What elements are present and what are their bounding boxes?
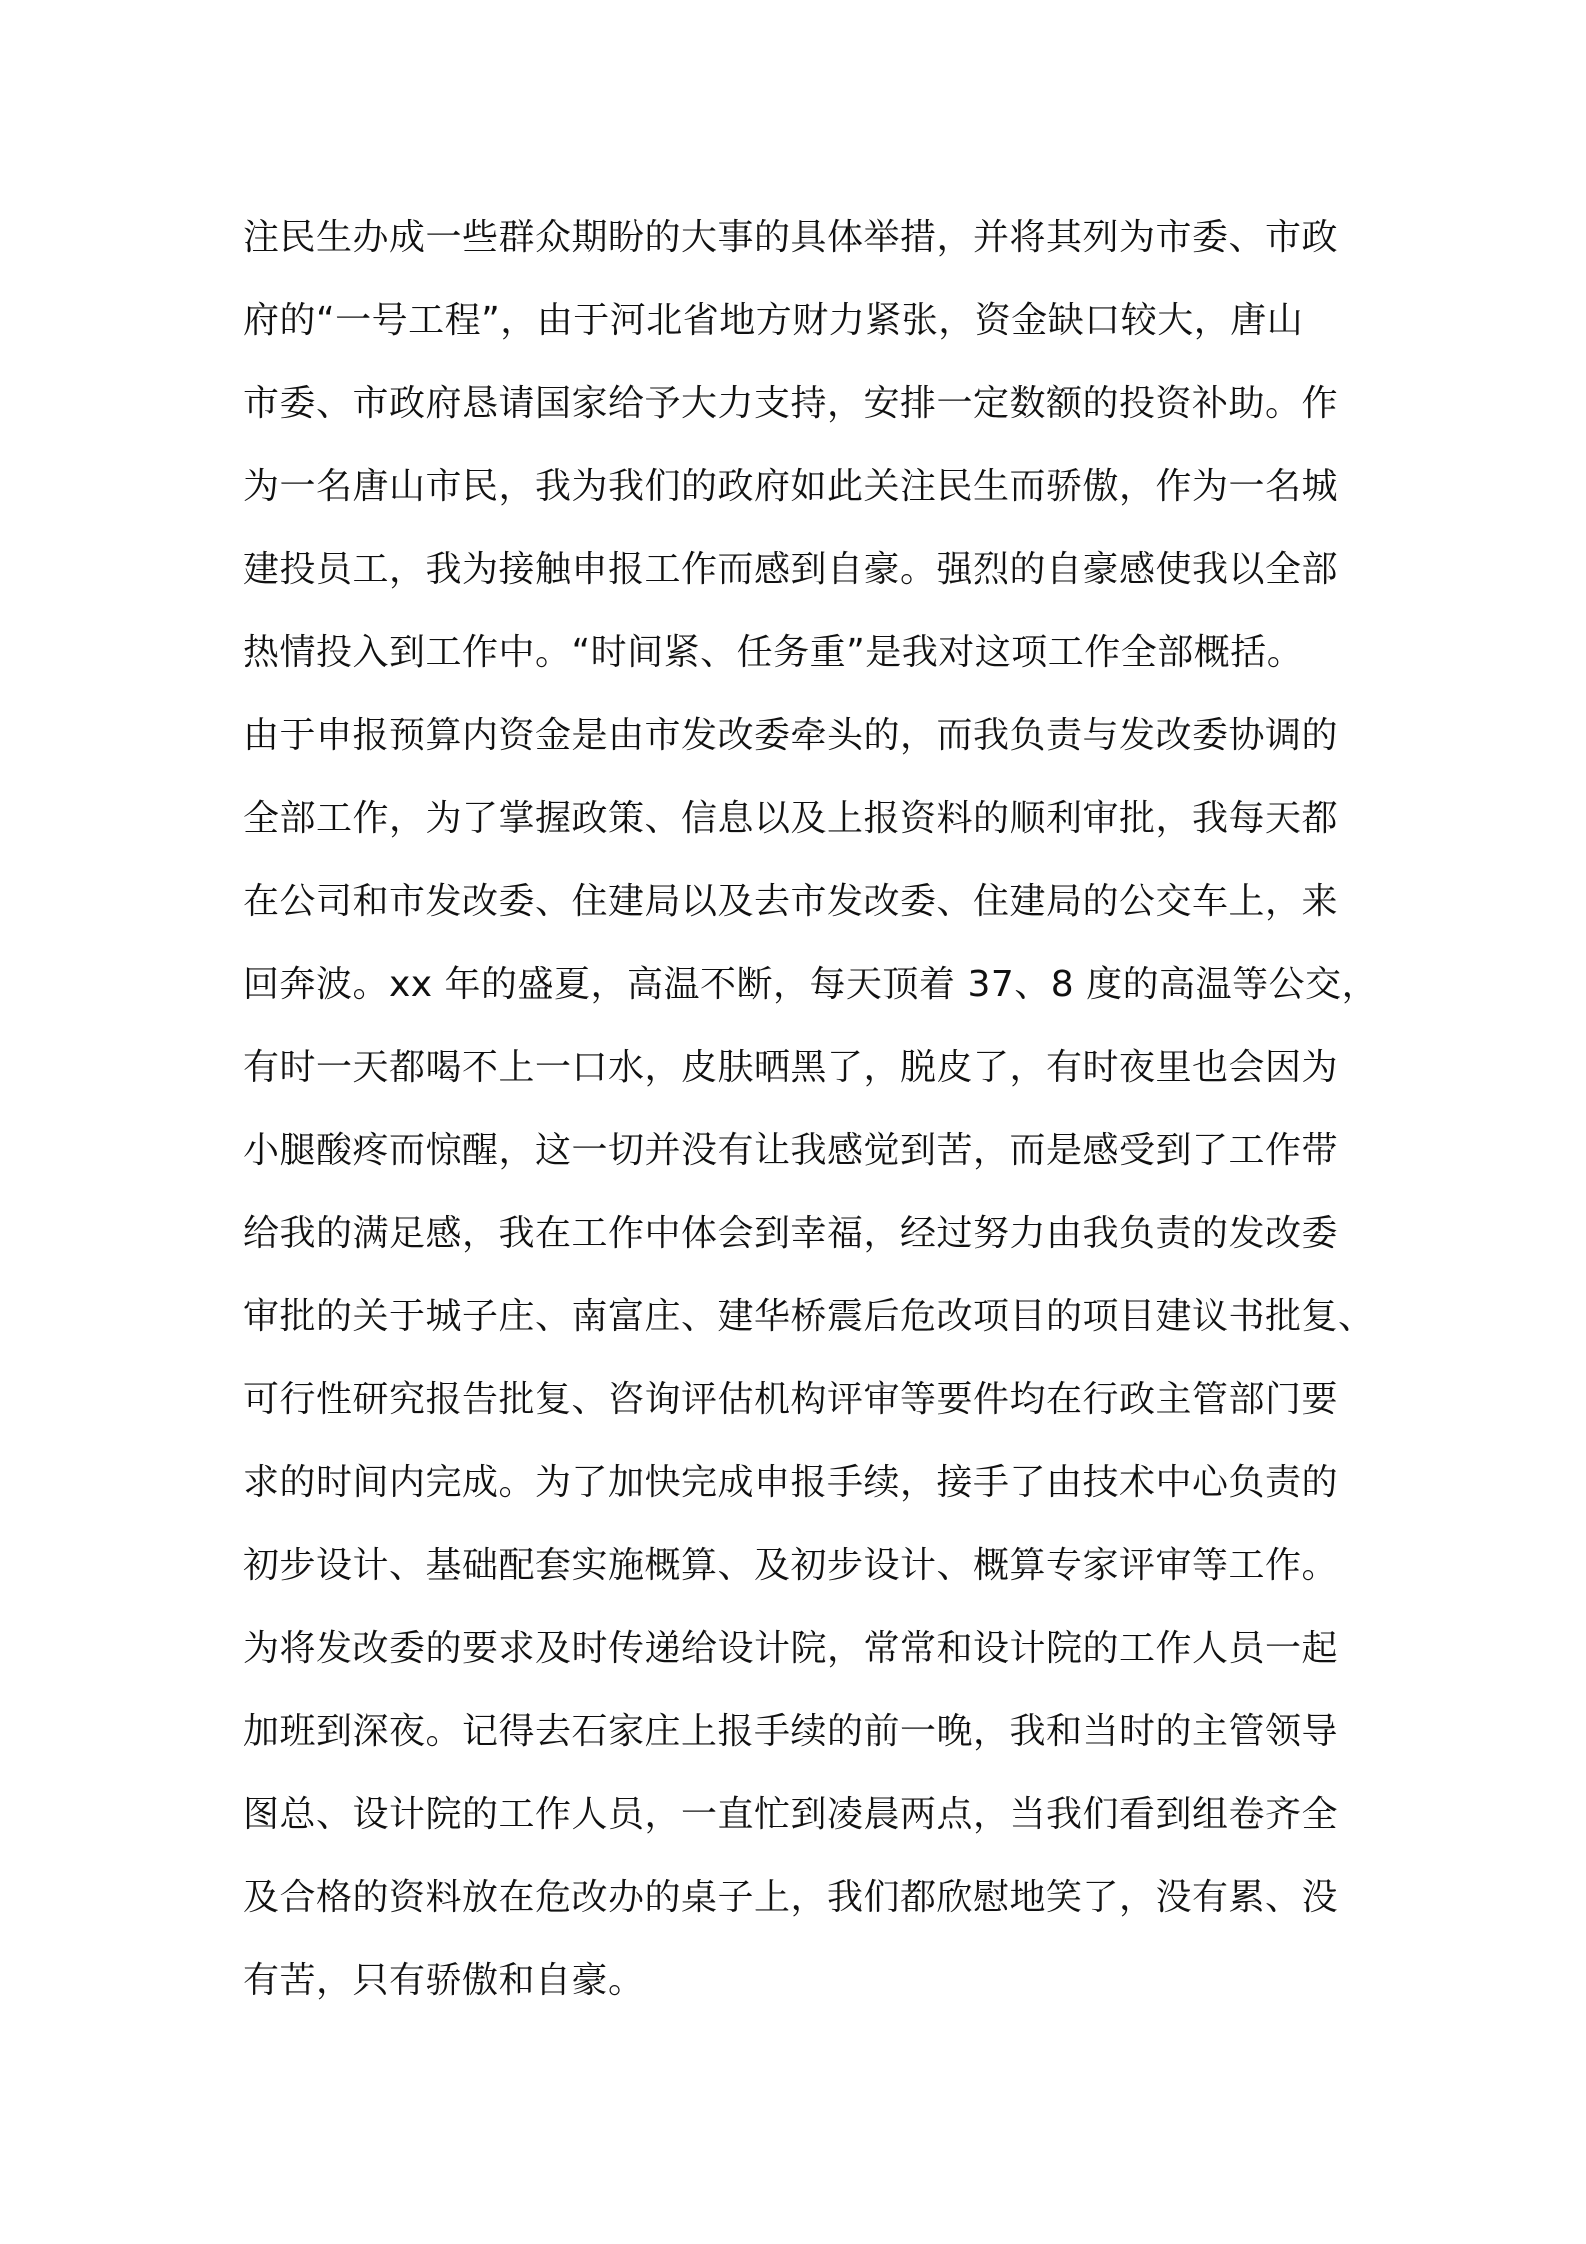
body-paragraph [243,196,1379,2022]
text-line: 求的时间内完成。为了加快完成申报手续，接手了由技术中心负责的 [243,1462,1339,1503]
text-line: 市委、市政府恳请国家给予大力支持，安排一定数额的投资补助。作 [243,383,1339,424]
text-line: 可行性研究报告批复、咨询评估机构评审等要件均在行政主管部门要 [243,1379,1339,1420]
text-line: 有时一天都喝不上一口水，皮肤晒黑了，脱皮了，有时夜里也会因为 [243,1047,1339,1088]
text-line: 为将发改委的要求及时传递给设计院，常常和设计院的工作人员一起 [243,1628,1339,1669]
text-line: 初步设计、基础配套实施概算、及初步设计、概算专家评审等工作。 [243,1545,1339,1586]
text-line: 图总、设计院的工作人员，一直忙到凌晨两点，当我们看到组卷齐全 [243,1794,1339,1835]
text-line: 回奔波。xx 年的盛夏，高温不断，每天顶着 37、8 度的高温等公交， [243,964,1379,1005]
text-line: 为一名唐山市民，我为我们的政府如此关注民生而骄傲，作为一名城 [243,466,1339,507]
text-line: 加班到深夜。记得去石家庄上报手续的前一晚，我和当时的主管领导 [243,1711,1339,1752]
text-line: 热情投入到工作中。“时间紧、任务重”是我对这项工作全部概括。 [243,632,1304,673]
text-line: 府的“一号工程”，由于河北省地方财力紧张，资金缺口较大，唐山 [243,300,1304,341]
text-line: 审批的关于城子庄、南富庄、建华桥震后危改项目的项目建议书批复、 [243,1296,1375,1337]
text-line: 在公司和市发改委、住建局以及去市发改委、住建局的公交车上，来 [243,881,1339,922]
text-line: 给我的满足感，我在工作中体会到幸福，经过努力由我负责的发改委 [243,1213,1339,1254]
text-line: 注民生办成一些群众期盼的大事的具体举措，并将其列为市委、市政 [243,217,1339,258]
text-line: 有苦，只有骄傲和自豪。 [243,1960,645,2001]
text-line: 小腿酸疼而惊醒，这一切并没有让我感觉到苦，而是感受到了工作带 [243,1130,1339,1171]
text-line: 全部工作，为了掌握政策、信息以及上报资料的顺利审批，我每天都 [243,798,1339,839]
text-line: 及合格的资料放在危改办的桌子上，我们都欣慰地笑了，没有累、没 [243,1877,1339,1918]
text-line: 由于申报预算内资金是由市发改委牵头的，而我负责与发改委协调的 [243,715,1339,756]
text-line: 建投员工，我为接触申报工作而感到自豪。强烈的自豪感使我以全部 [243,549,1339,590]
